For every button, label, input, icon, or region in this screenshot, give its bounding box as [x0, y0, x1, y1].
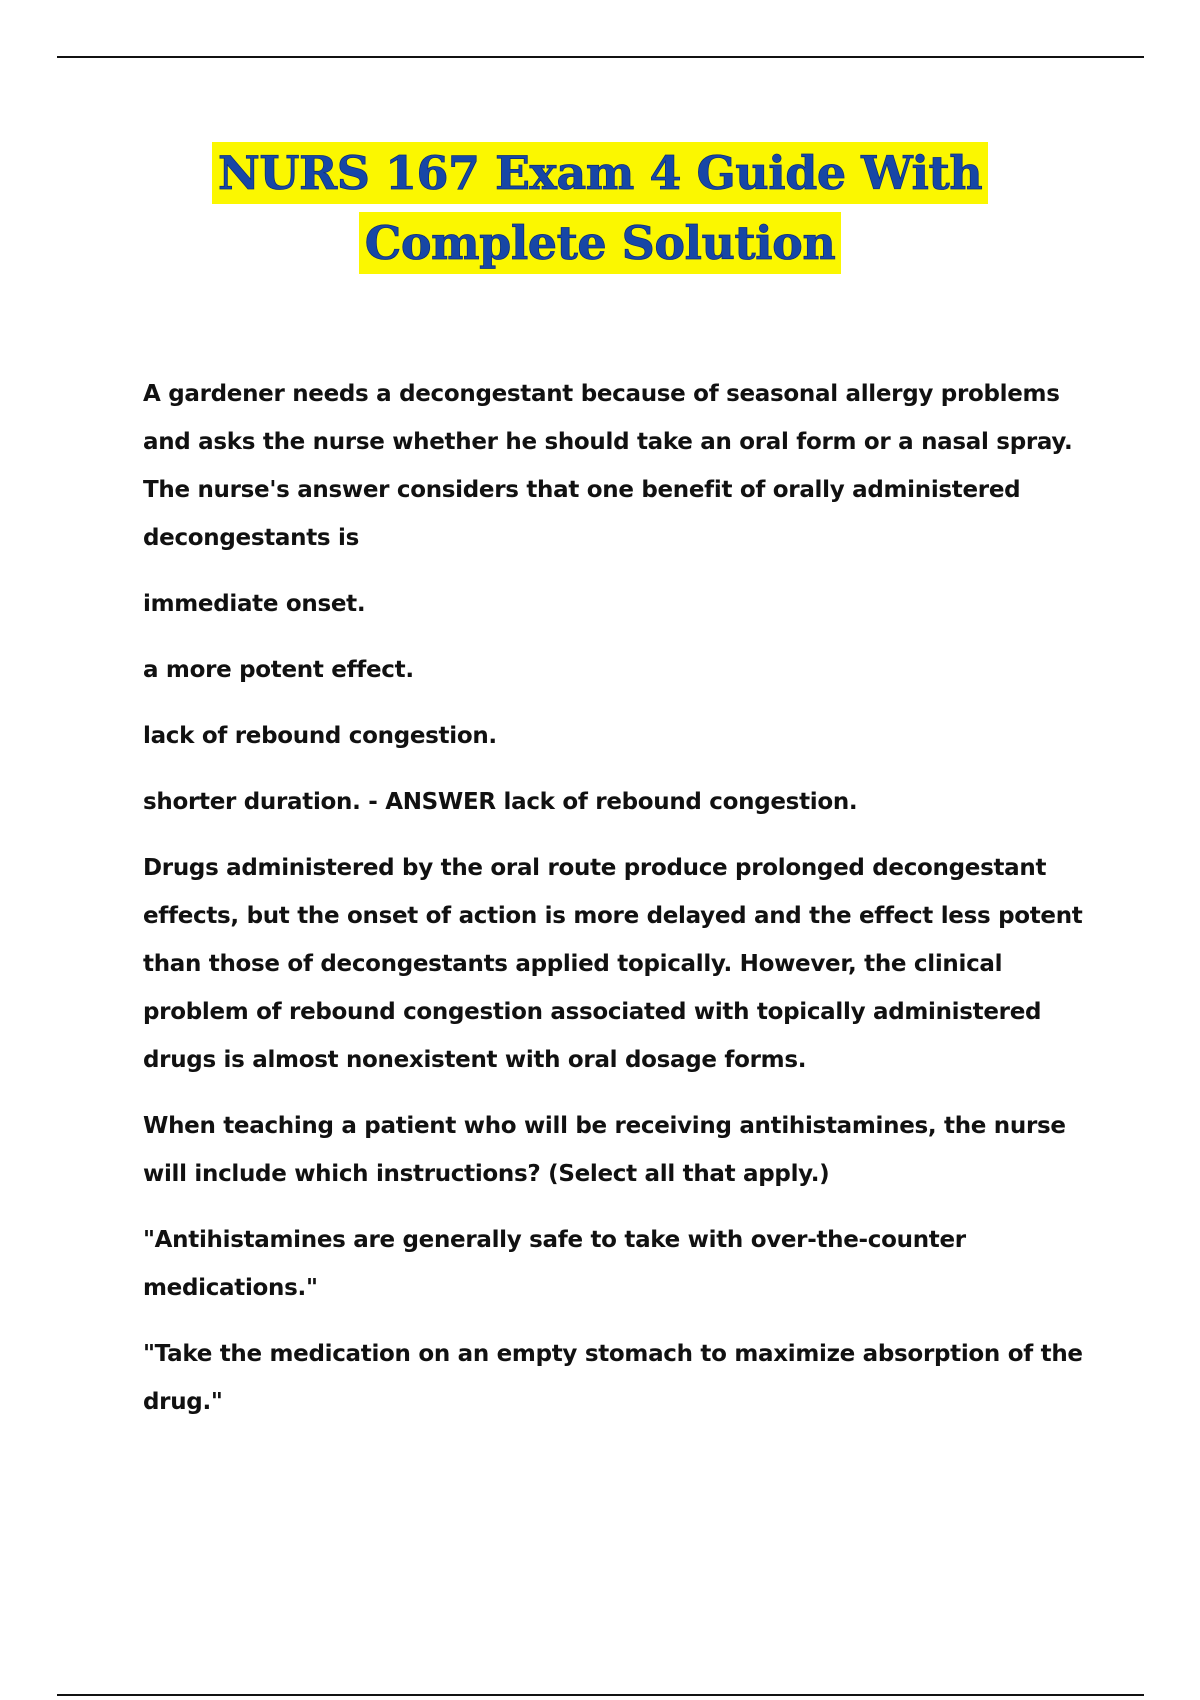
question-1-option-b: a more potent effect. — [143, 657, 414, 683]
document-body — [143, 370, 1103, 1444]
question-1-rationale: Drugs administered by the oral route produce prolonged decongestant effects, but the onset of action is more delayed and the effect less potent than those of decongestants applied topically. However, the clinical problem of rebound congestion associated with topically administered drugs is almost nonexistent with oral dosage forms. — [143, 855, 1083, 1073]
title-line-2: Complete Solution — [359, 212, 842, 274]
question-2-option-a: "Antihistamines are generally safe to take with over-the-counter medications." — [143, 1227, 966, 1301]
bottom-rule — [57, 1694, 1144, 1696]
question-2-option-b: "Take the medication on an empty stomach to maximize absorption of the drug." — [143, 1341, 1083, 1415]
question-1-stem: A gardener needs a decongestant because of seasonal allergy problems and asks the nurse whether he should take an oral form or a nasal spray. The nurse's answer considers that one benefit of orally administered decongestants is — [143, 381, 1073, 551]
question-2-stem: When teaching a patient who will be receiving antihistamines, the nurse will include which instructions? (Select all that apply.) — [143, 1113, 1066, 1187]
question-1-option-d-answer: shorter duration. - ANSWER lack of rebound congestion. — [143, 789, 858, 815]
top-rule — [57, 56, 1144, 58]
question-1-option-c: lack of rebound congestion. — [143, 723, 497, 749]
question-1-option-a: immediate onset. — [143, 591, 366, 617]
document-title — [0, 142, 1200, 274]
title-line-1: NURS 167 Exam 4 Guide With — [212, 142, 988, 204]
